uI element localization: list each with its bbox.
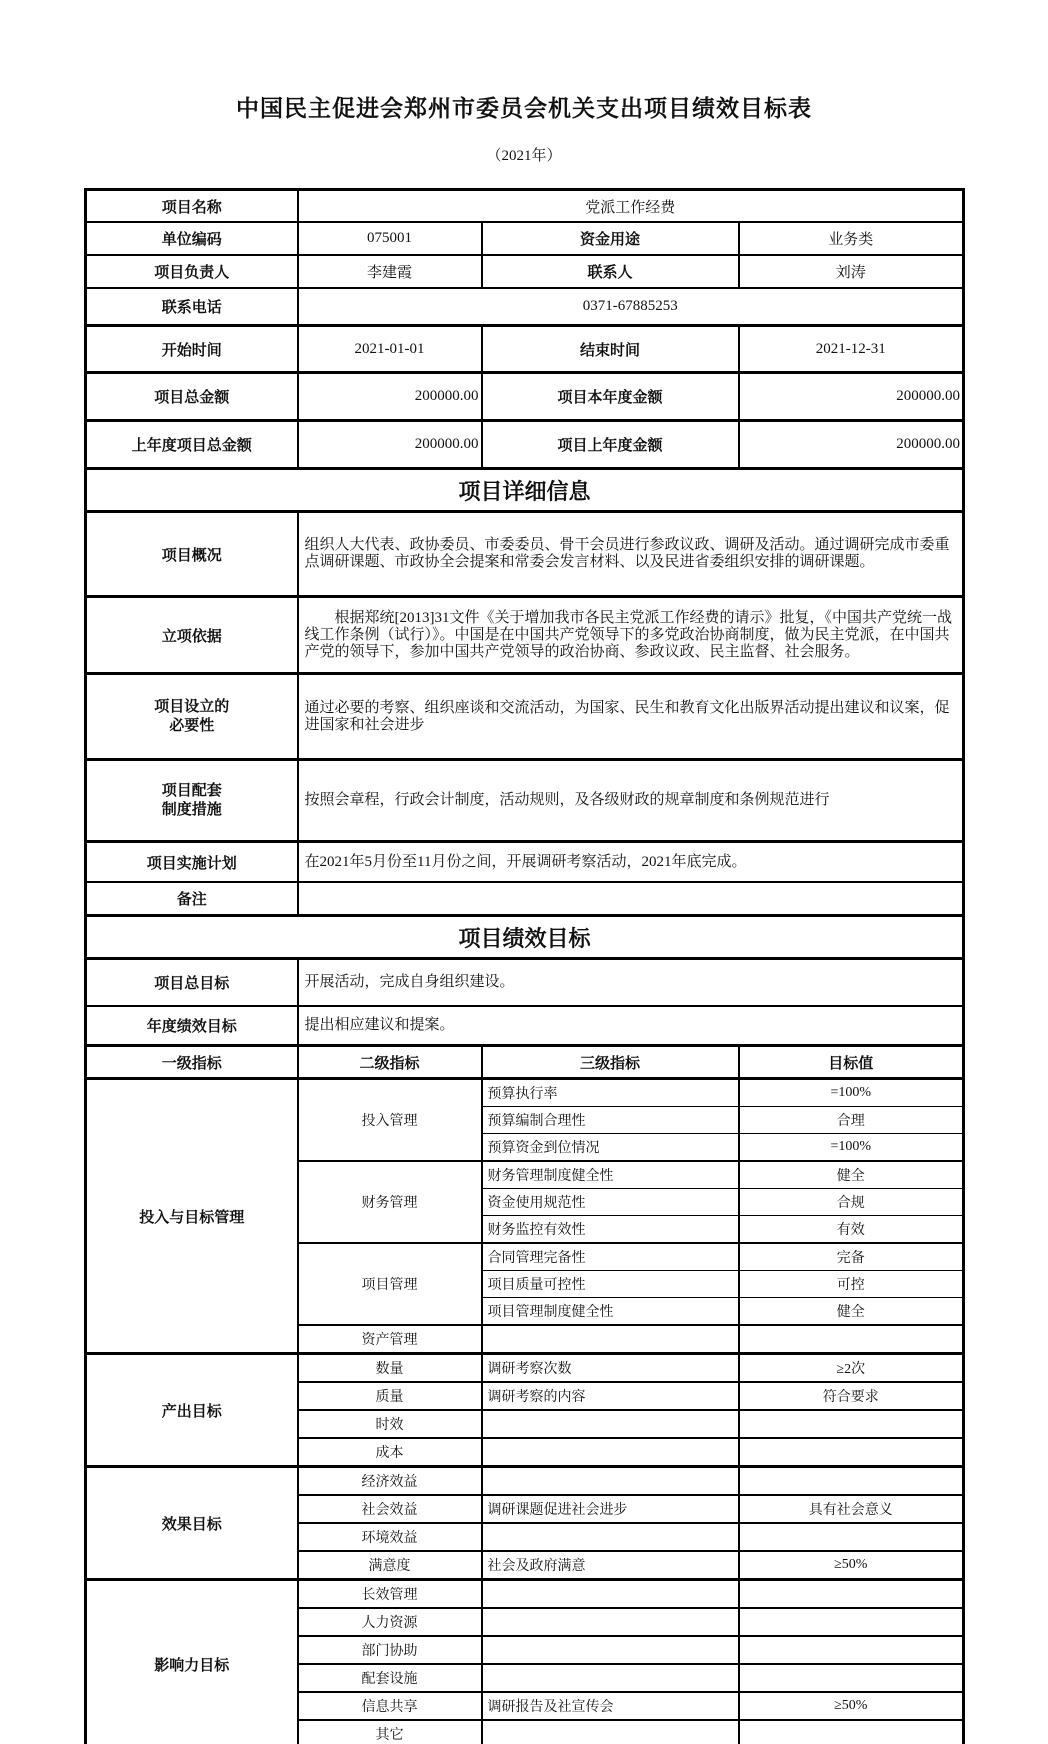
target-value-cell	[739, 1467, 964, 1496]
level1-cell: 产出目标	[86, 1354, 298, 1467]
remark-text	[298, 882, 964, 916]
row-support	[86, 760, 964, 842]
target-value-cell	[739, 1664, 964, 1692]
contact-value: 刘涛	[739, 255, 964, 288]
level2-cell: 投入管理	[298, 1079, 482, 1162]
phone-label: 联系电话	[86, 288, 298, 326]
unit-code-label: 单位编码	[86, 222, 298, 255]
level2-cell: 人力资源	[298, 1608, 482, 1636]
fund-use-value: 业务类	[739, 222, 964, 255]
level3-indicator-cell: 项目质量可控性	[482, 1271, 739, 1298]
target-value-cell: 完备	[739, 1243, 964, 1271]
level1-cell: 效果目标	[86, 1467, 298, 1580]
header-target: 目标值	[739, 1046, 964, 1079]
necessity-text: 通过必要的考察、组织座谈和交流活动，为国家、民生和教育文化出版界活动提出建议和议案，促进国家和社会进步	[298, 674, 964, 760]
row-total-amount	[86, 373, 964, 421]
level1-cell: 投入与目标管理	[86, 1079, 298, 1354]
target-value-cell: ≥50%	[739, 1692, 964, 1720]
table-row	[86, 1467, 964, 1496]
unit-code-value: 075001	[298, 222, 482, 255]
leader-value: 李建霞	[298, 255, 482, 288]
page-subtitle: （2021年）	[486, 148, 562, 164]
target-value-cell: =100%	[739, 1134, 964, 1162]
level2-cell: 环境效益	[298, 1523, 482, 1551]
level3-indicator-cell: 预算执行率	[482, 1079, 739, 1107]
header-level3: 三级指标	[482, 1046, 739, 1079]
remark-label: 备注	[86, 882, 298, 916]
level3-indicator-cell	[482, 1438, 739, 1467]
prev-year-label: 项目上年度金额	[482, 421, 739, 469]
level3-indicator-cell: 项目管理制度健全性	[482, 1298, 739, 1326]
leader-label: 项目负责人	[86, 255, 298, 288]
row-leader	[86, 255, 964, 288]
level2-cell: 数量	[298, 1354, 482, 1383]
total-amount-label: 项目总金额	[86, 373, 298, 421]
level3-indicator-cell	[482, 1664, 739, 1692]
plan-label: 项目实施计划	[86, 842, 298, 883]
level2-cell: 部门协助	[298, 1636, 482, 1664]
level2-cell: 时效	[298, 1410, 482, 1438]
target-value-cell	[739, 1523, 964, 1551]
row-prev-amount	[86, 421, 964, 469]
level3-indicator-cell: 调研考察次数	[482, 1354, 739, 1383]
level3-indicator-cell: 财务管理制度健全性	[482, 1161, 739, 1189]
level3-indicator-cell	[482, 1325, 739, 1354]
level3-indicator-cell	[482, 1467, 739, 1496]
target-value-cell: 符合要求	[739, 1382, 964, 1410]
support-text: 按照会章程，行政会计制度，活动规则，及各级财政的规章制度和条例规范进行	[298, 760, 964, 842]
row-remark	[86, 882, 964, 916]
target-value-cell	[739, 1410, 964, 1438]
level3-indicator-cell	[482, 1523, 739, 1551]
annual-goal-text: 提出相应建议和提案。	[298, 1006, 964, 1046]
perf-section-title: 项目绩效目标	[86, 916, 964, 959]
level3-indicator-cell: 合同管理完备性	[482, 1243, 739, 1271]
level2-cell: 信息共享	[298, 1692, 482, 1720]
level3-indicator-cell	[482, 1580, 739, 1609]
level3-indicator-cell: 调研报告及社宣传会	[482, 1692, 739, 1720]
row-plan	[86, 842, 964, 883]
level2-cell: 社会效益	[298, 1495, 482, 1523]
level3-indicator-cell	[482, 1608, 739, 1636]
contact-label: 联系人	[482, 255, 739, 288]
target-value-cell: 合理	[739, 1107, 964, 1134]
row-perf-header	[86, 916, 964, 959]
start-value: 2021-01-01	[298, 326, 482, 373]
necessity-label	[86, 674, 298, 760]
level1-cell: 影响力目标	[86, 1580, 298, 1744]
overview-text: 组织人大代表、政协委员、市委委员、骨干会员进行参政议政、调研及活动。通过调研完成市委重点调研课题、市政协全会提案和常委会发言材料、以及民进省委组织安排的调研课题。	[298, 512, 964, 597]
support-label	[86, 760, 298, 842]
table-row	[86, 1079, 964, 1107]
target-value-cell	[739, 1608, 964, 1636]
project-name-label: 项目名称	[86, 190, 298, 223]
row-detail-header	[86, 469, 964, 512]
target-value-cell: ≥2次	[739, 1354, 964, 1383]
basis-label: 立项依据	[86, 597, 298, 674]
level2-cell: 质量	[298, 1382, 482, 1410]
level2-cell: 其它	[298, 1720, 482, 1744]
target-value-cell: ≥50%	[739, 1551, 964, 1580]
level3-indicator-cell: 调研课题促进社会进步	[482, 1495, 739, 1523]
prev-total-label: 上年度项目总金额	[86, 421, 298, 469]
header-level1: 一级指标	[86, 1046, 298, 1079]
row-overview	[86, 512, 964, 597]
row-project-name	[86, 190, 964, 223]
table-row	[86, 1354, 964, 1383]
level2-cell: 项目管理	[298, 1243, 482, 1325]
level2-cell: 长效管理	[298, 1580, 482, 1609]
target-value-cell: =100%	[739, 1079, 964, 1107]
target-value-cell	[739, 1580, 964, 1609]
overview-label: 项目概况	[86, 512, 298, 597]
prev-year-value: 200000.00	[739, 421, 964, 469]
row-unit-code	[86, 222, 964, 255]
level3-indicator-cell	[482, 1410, 739, 1438]
target-value-cell: 具有社会意义	[739, 1495, 964, 1523]
level2-cell: 配套设施	[298, 1664, 482, 1692]
end-value: 2021-12-31	[739, 326, 964, 373]
page-title: 中国民主促进会郑州市委员会机关支出项目绩效目标表	[236, 96, 812, 121]
phone-value: 0371-67885253	[298, 288, 964, 326]
header-level2: 二级指标	[298, 1046, 482, 1079]
level2-cell: 资产管理	[298, 1325, 482, 1354]
level3-indicator-cell: 社会及政府满意	[482, 1551, 739, 1580]
level3-indicator-cell: 调研考察的内容	[482, 1382, 739, 1410]
main-table	[84, 188, 965, 1744]
total-goal-text: 开展活动，完成自身组织建设。	[298, 959, 964, 1007]
total-amount-value: 200000.00	[298, 373, 482, 421]
target-value-cell: 合规	[739, 1189, 964, 1216]
row-indicator-headers	[86, 1046, 964, 1079]
target-value-cell: 有效	[739, 1216, 964, 1244]
project-name-value: 党派工作经费	[298, 190, 964, 223]
row-phone	[86, 288, 964, 326]
level2-cell: 满意度	[298, 1551, 482, 1580]
row-necessity	[86, 674, 964, 760]
level3-indicator-cell	[482, 1636, 739, 1664]
year-amount-label: 项目本年度金额	[482, 373, 739, 421]
level3-indicator-cell	[482, 1720, 739, 1744]
level3-indicator-cell: 预算资金到位情况	[482, 1134, 739, 1162]
necessity-label-line2: 必要性	[169, 717, 215, 734]
support-label-line1: 项目配套	[161, 782, 222, 799]
target-value-cell	[739, 1636, 964, 1664]
target-value-cell	[739, 1325, 964, 1354]
annual-goal-label: 年度绩效目标	[86, 1006, 298, 1046]
level2-cell: 成本	[298, 1438, 482, 1467]
level3-indicator-cell: 资金使用规范性	[482, 1189, 739, 1216]
total-goal-label: 项目总目标	[86, 959, 298, 1007]
start-label: 开始时间	[86, 326, 298, 373]
detail-section-title: 项目详细信息	[86, 469, 964, 512]
necessity-label-line1: 项目设立的	[154, 698, 230, 715]
level2-cell: 财务管理	[298, 1161, 482, 1243]
row-annual-goal	[86, 1006, 964, 1046]
target-value-cell: 健全	[739, 1161, 964, 1189]
year-amount-value: 200000.00	[739, 373, 964, 421]
level3-indicator-cell: 财务监控有效性	[482, 1216, 739, 1244]
target-value-cell: 可控	[739, 1271, 964, 1298]
level3-indicator-cell: 预算编制合理性	[482, 1107, 739, 1134]
level2-cell: 经济效益	[298, 1467, 482, 1496]
prev-total-value: 200000.00	[298, 421, 482, 469]
row-basis	[86, 597, 964, 674]
target-value-cell	[739, 1438, 964, 1467]
target-value-cell: 健全	[739, 1298, 964, 1326]
basis-text: 根据郑统[2013]31文件《关于增加我市各民主党派工作经费的请示》批复，《中国共产党统一战线工作条例（试行）》。中国是在中国共产党领导下的多党政治协商制度，做为民主党派，在中国共产党的领导下，参加中国共产党领导的政治协商、参政议政、民主监督、社会服务。	[298, 597, 964, 674]
table-row	[86, 1580, 964, 1609]
support-label-line2: 制度措施	[161, 801, 222, 818]
row-total-goal	[86, 959, 964, 1007]
end-label: 结束时间	[482, 326, 739, 373]
target-value-cell	[739, 1720, 964, 1744]
fund-use-label: 资金用途	[482, 222, 739, 255]
plan-text: 在2021年5月份至11月份之间，开展调研考察活动，2021年底完成。	[298, 842, 964, 883]
row-dates	[86, 326, 964, 373]
